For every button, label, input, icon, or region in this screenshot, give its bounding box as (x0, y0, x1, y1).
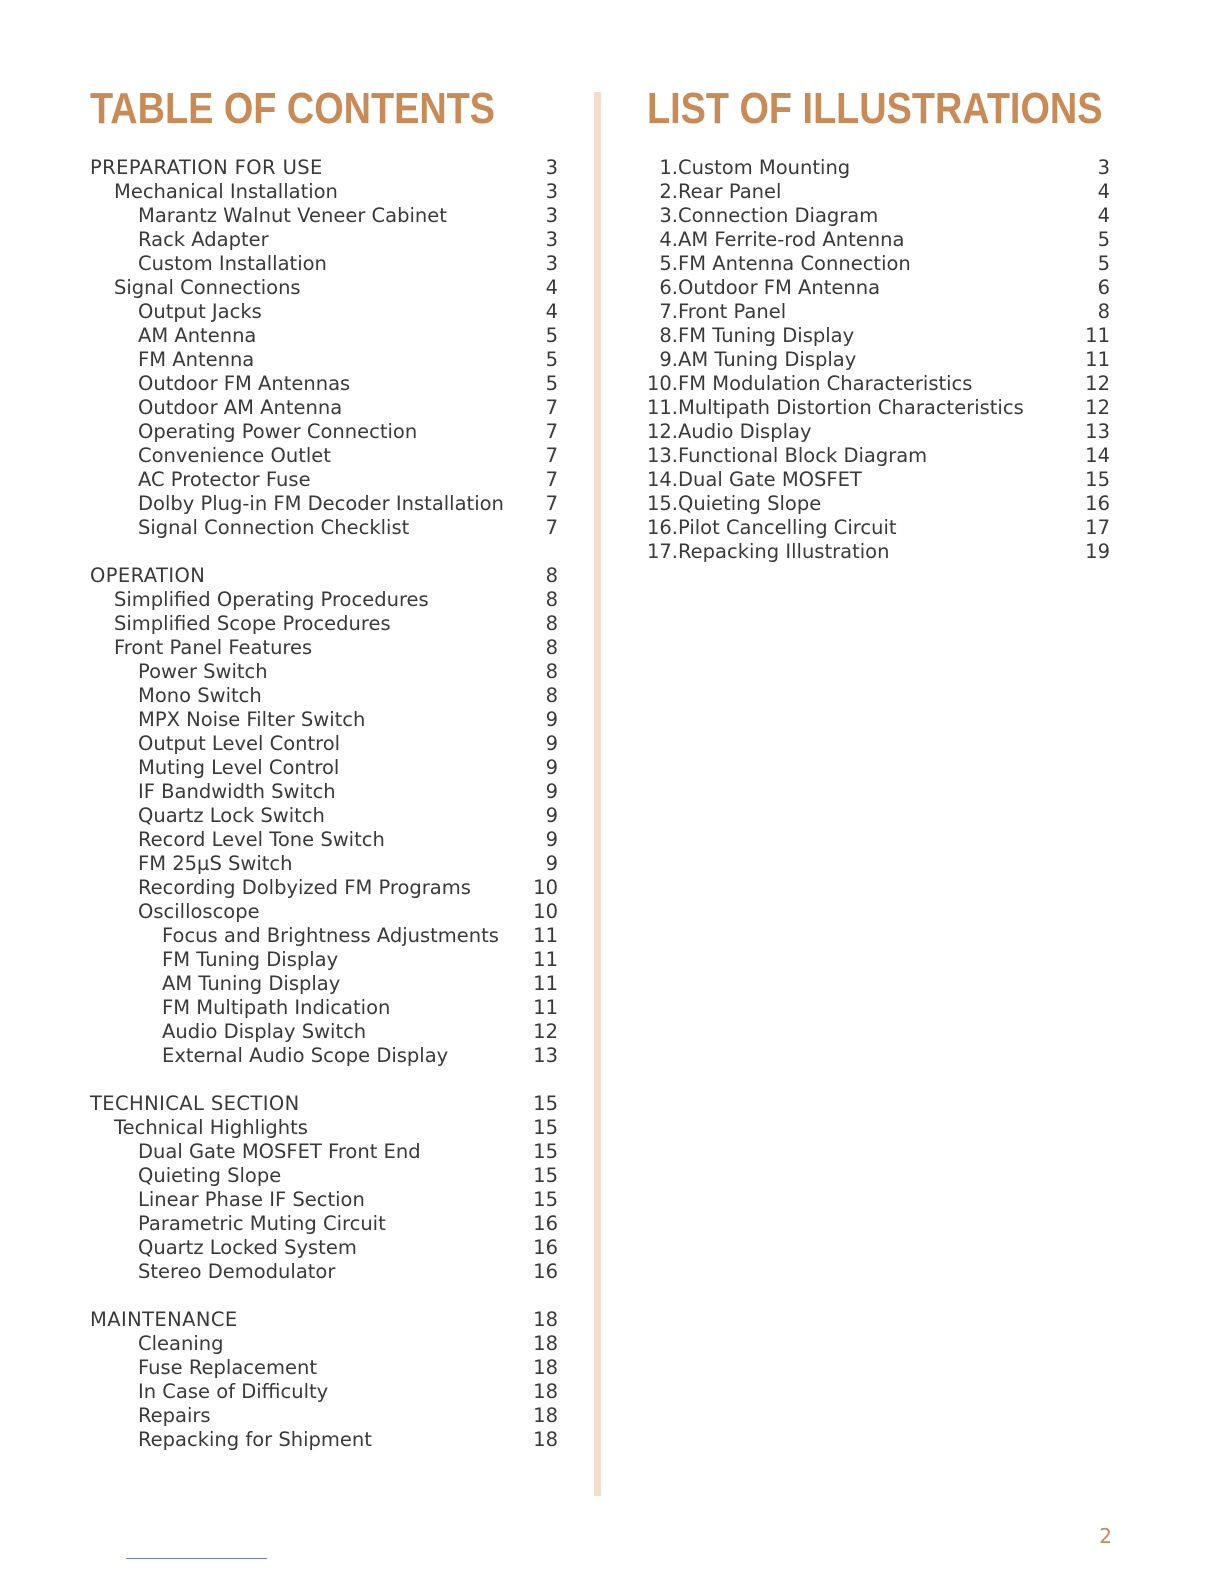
toc-section[interactable] (90, 564, 558, 588)
illustration-page: 12 (1085, 396, 1110, 419)
toc-entry-page: 16 (533, 1212, 558, 1235)
toc-entry-page: 9 (545, 708, 558, 731)
illustration-page: 5 (1097, 252, 1110, 275)
toc-entry[interactable] (90, 1020, 558, 1044)
toc-entry[interactable] (90, 324, 558, 348)
toc-entry-label: Power Switch (138, 660, 268, 683)
toc-entry-page: 18 (533, 1308, 558, 1331)
illustration-label: Quieting Slope (678, 492, 822, 515)
toc-entry-page: 16 (533, 1260, 558, 1283)
illustration-page: 4 (1097, 180, 1110, 203)
toc-entry-label: Dual Gate MOSFET Front End (138, 1140, 421, 1163)
toc-entry[interactable] (90, 780, 558, 804)
toc-entry-label: Mechanical Installation (114, 180, 338, 203)
illustration-entry[interactable] (640, 396, 1110, 420)
illustration-label: FM Modulation Characteristics (678, 372, 973, 395)
toc-entry[interactable] (90, 708, 558, 732)
toc-entry-page: 8 (545, 636, 558, 659)
illustration-entry[interactable] (640, 276, 1110, 300)
toc-entry-label: Operating Power Connection (138, 420, 418, 443)
illustration-label: Front Panel (678, 300, 787, 323)
toc-entry-label: Quieting Slope (138, 1164, 282, 1187)
toc-entry[interactable] (90, 180, 558, 204)
illustration-label: Audio Display (678, 420, 812, 443)
toc-entry-label: Parametric Muting Circuit (138, 1212, 386, 1235)
toc-entry[interactable] (90, 924, 558, 948)
toc-entry-label: Convenience Outlet (138, 444, 331, 467)
illustration-page: 17 (1085, 516, 1110, 539)
toc-entry-page: 8 (545, 660, 558, 683)
toc-entry-page: 18 (533, 1356, 558, 1379)
illustration-page: 11 (1085, 348, 1110, 371)
toc-entry-page: 7 (545, 468, 558, 491)
illustration-number: 11. (646, 396, 678, 419)
illustration-label: Rear Panel (678, 180, 782, 203)
toc-entry-page: 8 (545, 564, 558, 587)
illustration-number: 15. (646, 492, 678, 515)
toc-section[interactable] (90, 1092, 558, 1116)
illustration-label: AM Ferrite-rod Antenna (678, 228, 905, 251)
toc-entry[interactable] (90, 1260, 558, 1284)
illustration-page: 4 (1097, 204, 1110, 227)
toc-entry-page: 3 (545, 228, 558, 251)
toc-entry-label: FM Multipath Indication (162, 996, 391, 1019)
toc-entry[interactable] (90, 996, 558, 1020)
toc-entry-label: Outdoor FM Antennas (138, 372, 351, 395)
toc-entry-label: Quartz Locked System (138, 1236, 357, 1259)
toc-entry-label: Quartz Lock Switch (138, 804, 325, 827)
illustration-entry[interactable] (640, 156, 1110, 180)
illustration-number: 10. (646, 372, 678, 395)
toc-entry-page: 4 (545, 276, 558, 299)
illustration-entry[interactable] (640, 516, 1110, 540)
toc-entry-page: 7 (545, 420, 558, 443)
toc-entry-label: PREPARATION FOR USE (90, 156, 323, 179)
toc-entry-page: 15 (533, 1116, 558, 1139)
toc-list (90, 156, 558, 1452)
toc-entry-page: 7 (545, 492, 558, 515)
toc-entry-label: Fuse Replacement (138, 1356, 317, 1379)
illustration-number: 9. (659, 348, 678, 371)
toc-entry-label: Simplified Scope Procedures (114, 612, 391, 635)
toc-entry[interactable] (90, 972, 558, 996)
toc-entry-label: Cleaning (138, 1332, 224, 1355)
toc-entry-page: 9 (545, 828, 558, 851)
toc-entry-label: Rack Adapter (138, 228, 269, 251)
toc-entry-page: 5 (545, 324, 558, 347)
toc-entry[interactable] (90, 852, 558, 876)
illustration-label: Repacking Illustration (678, 540, 890, 563)
toc-entry[interactable] (90, 396, 558, 420)
toc-entry-label: Simplified Operating Procedures (114, 588, 429, 611)
toc-section[interactable] (90, 1308, 558, 1332)
toc-entry[interactable] (90, 1332, 558, 1356)
toc-entry-label: Linear Phase IF Section (138, 1188, 365, 1211)
toc-section[interactable] (90, 156, 558, 180)
toc-entry-page: 8 (545, 612, 558, 635)
toc-entry-label: Repacking for Shipment (138, 1428, 372, 1451)
illustration-entry[interactable] (640, 540, 1110, 564)
illustration-label: Outdoor FM Antenna (678, 276, 881, 299)
illustration-page: 3 (1097, 156, 1110, 179)
toc-entry-page: 18 (533, 1332, 558, 1355)
toc-entry-label: Stereo Demodulator (138, 1260, 336, 1283)
toc-entry-page: 11 (533, 924, 558, 947)
illustration-label: Custom Mounting (678, 156, 851, 179)
toc-entry-label: Signal Connection Checklist (138, 516, 410, 539)
toc-entry-page: 13 (533, 1044, 558, 1067)
illustration-label: Connection Diagram (678, 204, 879, 227)
toc-entry-label: AM Tuning Display (162, 972, 341, 995)
toc-entry-page: 9 (545, 732, 558, 755)
toc-entry[interactable] (90, 1212, 558, 1236)
illustration-entry[interactable] (640, 228, 1110, 252)
toc-entry-label: In Case of Difficulty (138, 1380, 329, 1403)
illustration-page: 15 (1085, 468, 1110, 491)
illustration-page: 5 (1097, 228, 1110, 251)
toc-entry[interactable] (90, 1116, 558, 1140)
toc-entry-page: 12 (533, 1020, 558, 1043)
illustration-page: 14 (1085, 444, 1110, 467)
toc-entry-page: 10 (533, 876, 558, 899)
toc-entry-page: 9 (545, 852, 558, 875)
toc-entry[interactable] (90, 276, 558, 300)
toc-entry-label: Oscilloscope (138, 900, 260, 923)
illustration-number: 12. (646, 420, 678, 443)
toc-entry-page: 11 (533, 948, 558, 971)
page-number: 2 (1099, 1524, 1112, 1548)
toc-entry[interactable] (90, 900, 558, 924)
toc-entry-page: 11 (533, 972, 558, 995)
toc-entry[interactable] (90, 1356, 558, 1380)
toc-entry[interactable] (90, 732, 558, 756)
toc-entry-label: Output Jacks (138, 300, 262, 323)
toc-entry[interactable] (90, 516, 558, 540)
toc-entry-page: 15 (533, 1140, 558, 1163)
illustration-number: 6. (659, 276, 678, 299)
illustration-number: 13. (646, 444, 678, 467)
toc-entry-label: Front Panel Features (114, 636, 313, 659)
toc-heading: TABLE OF CONTENTS (90, 84, 496, 133)
toc-entry[interactable] (90, 468, 558, 492)
toc-entry[interactable] (90, 588, 558, 612)
toc-entry[interactable] (90, 300, 558, 324)
illustration-label: FM Antenna Connection (678, 252, 911, 275)
toc-entry[interactable] (90, 420, 558, 444)
illustration-page: 16 (1085, 492, 1110, 515)
toc-entry[interactable] (90, 636, 558, 660)
toc-entry-label: Custom Installation (138, 252, 327, 275)
toc-entry-label: Marantz Walnut Veneer Cabinet (138, 204, 447, 227)
toc-entry[interactable] (90, 252, 558, 276)
illustration-entry[interactable] (640, 180, 1110, 204)
toc-entry-label: AC Protector Fuse (138, 468, 311, 491)
toc-entry-page: 16 (533, 1236, 558, 1259)
toc-entry-label: Repairs (138, 1404, 211, 1427)
toc-entry-page: 8 (545, 684, 558, 707)
illustration-label: Dual Gate MOSFET (678, 468, 862, 491)
illustration-label: Pilot Cancelling Circuit (678, 516, 897, 539)
illustration-number: 3. (659, 204, 678, 227)
toc-entry[interactable] (90, 612, 558, 636)
toc-entry-page: 15 (533, 1092, 558, 1115)
toc-entry-label: Focus and Brightness Adjustments (162, 924, 499, 947)
illustration-entry[interactable] (640, 372, 1110, 396)
toc-entry-page: 8 (545, 588, 558, 611)
illustrations-list (640, 156, 1110, 564)
toc-entry-page: 11 (533, 996, 558, 1019)
toc-entry-label: MPX Noise Filter Switch (138, 708, 366, 731)
illustration-label: FM Tuning Display (678, 324, 855, 347)
illustration-page: 6 (1097, 276, 1110, 299)
illustration-label: Multipath Distortion Characteristics (678, 396, 1024, 419)
illustration-number: 2. (659, 180, 678, 203)
illustration-page: 8 (1097, 300, 1110, 323)
toc-entry-label: Audio Display Switch (162, 1020, 367, 1043)
toc-entry-label: MAINTENANCE (90, 1308, 238, 1331)
toc-entry-label: FM 25µS Switch (138, 852, 293, 875)
toc-entry[interactable] (90, 1380, 558, 1404)
illustration-label: Functional Block Diagram (678, 444, 928, 467)
toc-entry-label: OPERATION (90, 564, 206, 587)
illustration-entry[interactable] (640, 204, 1110, 228)
toc-entry-page: 7 (545, 516, 558, 539)
toc-entry-label: FM Tuning Display (162, 948, 339, 971)
illustration-entry[interactable] (640, 468, 1110, 492)
toc-entry[interactable] (90, 756, 558, 780)
illustration-entry[interactable] (640, 348, 1110, 372)
illustration-entry[interactable] (640, 324, 1110, 348)
toc-entry-label: Technical Highlights (114, 1116, 308, 1139)
toc-entry[interactable] (90, 1428, 558, 1452)
toc-entry[interactable] (90, 660, 558, 684)
illustration-number: 8. (659, 324, 678, 347)
illustration-number: 1. (659, 156, 678, 179)
toc-entry[interactable] (90, 948, 558, 972)
illustration-entry[interactable] (640, 420, 1110, 444)
toc-entry-label: External Audio Scope Display (162, 1044, 449, 1067)
toc-entry-label: Signal Connections (114, 276, 301, 299)
illustration-entry[interactable] (640, 492, 1110, 516)
toc-entry-label: TECHNICAL SECTION (90, 1092, 300, 1115)
toc-entry-page: 5 (545, 348, 558, 371)
toc-entry-page: 3 (545, 252, 558, 275)
illustration-page: 13 (1085, 420, 1110, 443)
toc-entry-page: 3 (545, 180, 558, 203)
illustration-number: 14. (646, 468, 678, 491)
illustration-number: 16. (646, 516, 678, 539)
toc-entry-page: 15 (533, 1164, 558, 1187)
toc-entry-page: 7 (545, 444, 558, 467)
toc-entry[interactable] (90, 684, 558, 708)
illustrations-heading: LIST OF ILLUSTRATIONS (647, 84, 1103, 133)
toc-entry[interactable] (90, 372, 558, 396)
toc-entry[interactable] (90, 876, 558, 900)
toc-entry-page: 4 (545, 300, 558, 323)
illustration-entry[interactable] (640, 252, 1110, 276)
illustration-entry[interactable] (640, 300, 1110, 324)
illustration-label: AM Tuning Display (678, 348, 857, 371)
toc-entry-label: Dolby Plug-in FM Decoder Installation (138, 492, 504, 515)
column-divider (594, 92, 601, 1496)
toc-entry-page: 3 (545, 156, 558, 179)
toc-entry[interactable] (90, 444, 558, 468)
toc-entry-page: 18 (533, 1404, 558, 1427)
toc-entry-page: 18 (533, 1380, 558, 1403)
toc-entry[interactable] (90, 228, 558, 252)
toc-entry-label: Outdoor AM Antenna (138, 396, 343, 419)
toc-entry-page: 5 (545, 372, 558, 395)
toc-entry[interactable] (90, 1404, 558, 1428)
illustration-page: 19 (1085, 540, 1110, 563)
toc-entry[interactable] (90, 1140, 558, 1164)
toc-entry-label: IF Bandwidth Switch (138, 780, 336, 803)
toc-entry[interactable] (90, 828, 558, 852)
toc-entry-label: Muting Level Control (138, 756, 340, 779)
illustration-page: 11 (1085, 324, 1110, 347)
illustration-number: 7. (659, 300, 678, 323)
toc-entry-page: 9 (545, 756, 558, 779)
toc-entry-page: 9 (545, 804, 558, 827)
illustration-entry[interactable] (640, 444, 1110, 468)
toc-entry-page: 15 (533, 1188, 558, 1211)
toc-entry[interactable] (90, 804, 558, 828)
toc-entry[interactable] (90, 204, 558, 228)
toc-entry-page: 3 (545, 204, 558, 227)
illustration-number: 4. (659, 228, 678, 251)
toc-entry-page: 7 (545, 396, 558, 419)
footer-rule (126, 1558, 267, 1559)
toc-entry[interactable] (90, 492, 558, 516)
toc-entry-label: Output Level Control (138, 732, 341, 755)
toc-entry[interactable] (90, 1188, 558, 1212)
toc-entry-page: 10 (533, 900, 558, 923)
illustration-number: 5. (659, 252, 678, 275)
toc-entry-label: Mono Switch (138, 684, 262, 707)
toc-entry-label: Recording Dolbyized FM Programs (138, 876, 471, 899)
toc-entry-label: AM Antenna (138, 324, 257, 347)
illustration-number: 17. (646, 540, 678, 563)
toc-entry-label: Record Level Tone Switch (138, 828, 385, 851)
toc-entry[interactable] (90, 348, 558, 372)
illustration-page: 12 (1085, 372, 1110, 395)
toc-entry-page: 9 (545, 780, 558, 803)
toc-entry-page: 18 (533, 1428, 558, 1451)
toc-entry[interactable] (90, 1164, 558, 1188)
toc-entry[interactable] (90, 1044, 558, 1068)
toc-entry-label: FM Antenna (138, 348, 255, 371)
toc-entry[interactable] (90, 1236, 558, 1260)
